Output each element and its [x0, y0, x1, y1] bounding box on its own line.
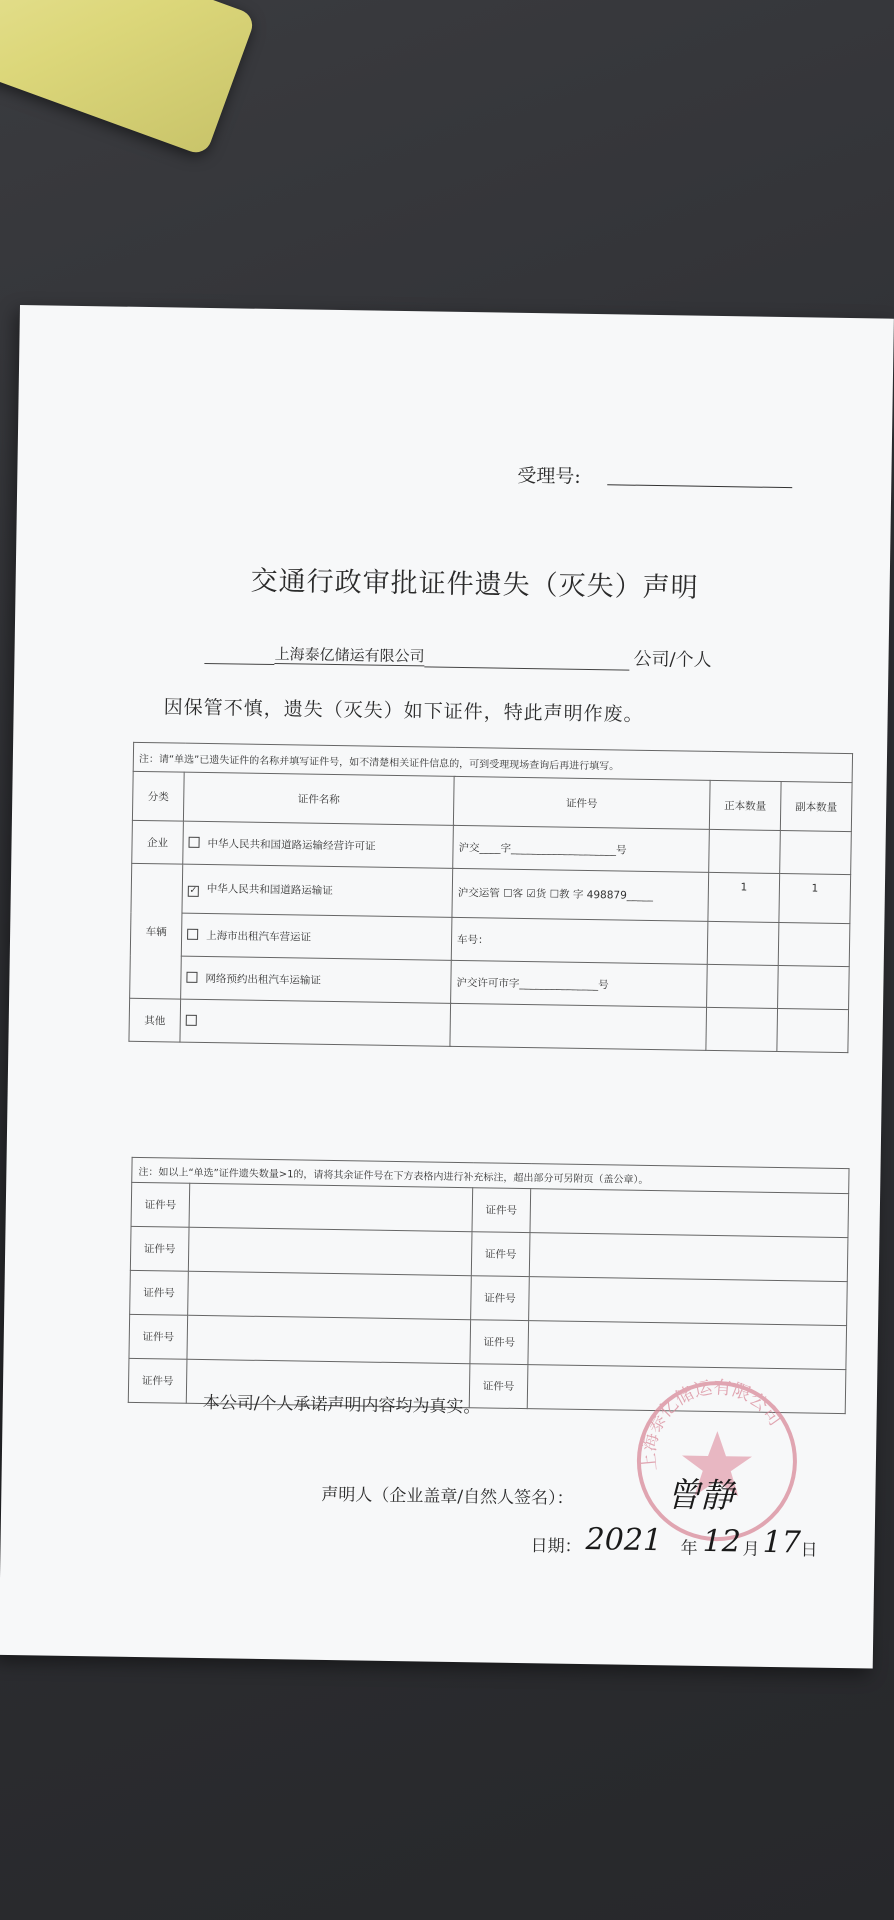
checkbox[interactable] [187, 928, 198, 939]
table-note-top: 注：请“单选”已遗失证件的名称并填写证件号，如不清楚相关证件信息的，可到受理现场查询后再进行填写。 [133, 742, 852, 782]
row-cert-number: 沪交运管 ☐客 ☑货 ☐教 字 498879_____ [452, 868, 709, 921]
extra-label: 证件号 [470, 1320, 529, 1365]
background-card [0, 0, 257, 157]
date-day-unit: 日 [800, 1540, 818, 1561]
declaration-document [0, 305, 894, 1669]
extra-label: 证件号 [129, 1314, 188, 1359]
row-original-count [709, 829, 781, 873]
row-cert-number: 沪交许可市字_______________号 [451, 960, 708, 1007]
cert-name-text: 中华人民共和国道路运输证 [206, 883, 333, 897]
accept-number-blank[interactable] [607, 484, 792, 488]
extra-label: 证件号 [128, 1358, 187, 1403]
extra-label: 证件号 [469, 1364, 528, 1409]
date-year: 2021 [585, 1522, 663, 1559]
row-cert-name [183, 821, 454, 868]
document-title: 交通行政审批证件遗失（灭失）声明 [250, 565, 699, 604]
extra-field[interactable] [188, 1227, 472, 1275]
promise-text: 本公司/个人承诺声明内容均为真实。 [202, 1393, 481, 1418]
row-copy-count: 1 [779, 874, 851, 924]
extra-field[interactable] [529, 1277, 848, 1326]
row-category: 企业 [132, 820, 184, 864]
date-month-unit: 月 [742, 1539, 760, 1560]
extra-field[interactable] [529, 1233, 848, 1282]
accept-number-label: 受理号: [517, 464, 581, 488]
cert-name-text: 上海市出租汽车营运证 [206, 929, 312, 944]
extra-field[interactable] [187, 1315, 471, 1363]
stamp-text: 上海泰亿储运有限公司 [638, 1377, 786, 1472]
company-blank-right [424, 650, 629, 670]
extra-label: 证件号 [471, 1276, 530, 1321]
header-cert-name: 证件名称 [183, 772, 454, 825]
row-original-count: 1 [708, 872, 780, 922]
checkbox[interactable] [186, 1014, 197, 1025]
company-row [204, 638, 711, 672]
handwritten-signature: 曾静 [666, 1475, 735, 1517]
checkbox-checked[interactable]: ✓ [189, 885, 198, 896]
table-note-bottom: 注：如以上“单选”证件遗失数量>1的，请将其余证件号在下方表格内进行补充标注，超出部分可另附页（盖公章）。 [132, 1157, 849, 1193]
row-category: 车辆 [130, 863, 183, 999]
extra-label: 证件号 [130, 1270, 189, 1315]
extra-field[interactable] [189, 1183, 473, 1231]
company-seal-stamp [631, 1375, 804, 1548]
row-cert-number: 沪交____字____________________号 [453, 825, 710, 872]
company-suffix: 公司/个人 [633, 648, 712, 671]
row-cert-name [180, 999, 451, 1046]
signer-label: 声明人（企业盖章/自然人签名）： [321, 1484, 574, 1509]
date-year-unit: 年 [680, 1538, 698, 1559]
row-cert-number [450, 1003, 707, 1050]
header-original-count: 正本数量 [709, 780, 781, 830]
row-copy-count [780, 831, 852, 875]
row-original-count [707, 921, 779, 965]
extra-field[interactable] [528, 1321, 847, 1370]
date-label: 日期： [530, 1536, 582, 1557]
row-original-count [706, 1007, 778, 1051]
extra-label: 证件号 [472, 1188, 531, 1233]
row-cert-number: 车号： [451, 917, 708, 964]
date-month: 12 [702, 1523, 742, 1560]
row-copy-count [778, 965, 850, 1009]
checkbox[interactable] [186, 971, 197, 982]
declaration-text: 因保管不慎，遗失（灭失）如下证件，特此声明作废。 [163, 696, 644, 726]
header-category: 分类 [132, 771, 184, 821]
row-cert-name [181, 913, 452, 960]
extra-label: 证件号 [130, 1226, 189, 1271]
header-cert-no: 证件号 [453, 776, 710, 829]
row-copy-count [778, 922, 850, 966]
cert-name-text: 中华人民共和国道路运输经营许可证 [207, 837, 376, 853]
extra-label: 证件号 [471, 1232, 530, 1277]
cert-name-text: 网络预约出租汽车运输证 [205, 972, 322, 987]
company-name: 上海泰亿储运有限公司 [274, 645, 425, 666]
checkbox[interactable] [189, 836, 200, 847]
header-copy-count: 副本数量 [780, 782, 852, 832]
row-cert-name [181, 956, 452, 1003]
extra-field[interactable] [530, 1189, 849, 1238]
extra-field[interactable] [188, 1271, 472, 1319]
row-copy-count [777, 1008, 849, 1052]
certificate-table [128, 742, 853, 1053]
company-blank-left [204, 647, 274, 665]
date-day: 17 [762, 1524, 802, 1561]
row-original-count [707, 964, 779, 1008]
extra-label: 证件号 [131, 1182, 190, 1227]
row-cert-name [182, 864, 453, 917]
row-category: 其他 [129, 998, 181, 1042]
